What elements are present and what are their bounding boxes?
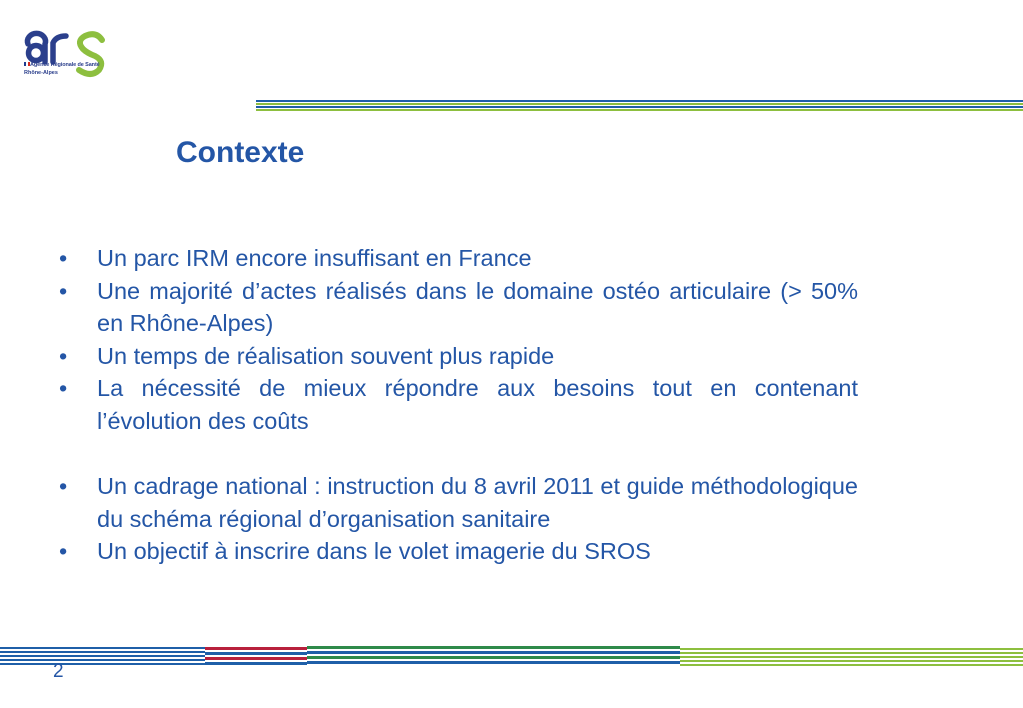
logo-region-text: Rhône-Alpes [24,70,58,76]
bullet-text: La nécessité de mieux répondre aux besoins tout en contenant l’évolution des coûts [97,375,858,434]
slide-title: Contexte [176,136,305,169]
bullet-item [56,242,858,275]
bullet-text: Un objectif à inscrire dans le volet imagerie du SROS [97,538,651,564]
bullet-marker: • [59,277,68,304]
bullet-text: Un temps de réalisation souvent plus rapide [97,342,555,369]
ars-logo-mark [22,22,132,88]
bullet-text: Un parc IRM encore insuffisant en France [97,245,532,271]
bullet-item [56,470,858,535]
header-rule [256,100,1023,112]
bullet-marker: • [59,538,68,564]
page-number: 2 [53,661,64,682]
ars-logo [22,22,132,88]
bullet-list [56,242,858,568]
footer-band [0,643,1023,667]
bullet-item [56,340,858,373]
bullet-text: Un cadrage national : instruction du 8 avril 2011 et guide méthodologique du schéma régional d’organisation sanitaire [97,473,858,532]
bullet-marker: • [59,342,68,369]
bullet-item [56,275,858,340]
bullet-marker: • [59,473,68,499]
bullet-text: Une majorité d’actes réalisés dans le domaine ostéo articulaire (> 50% en Rhône-Alpes) [97,277,858,336]
bullet-marker: • [59,375,68,401]
bullet-marker: • [59,245,68,271]
logo-organization-text: Agence Régionale de Santé [30,62,100,68]
bullet-item [56,372,858,437]
bullet-item [56,535,858,568]
